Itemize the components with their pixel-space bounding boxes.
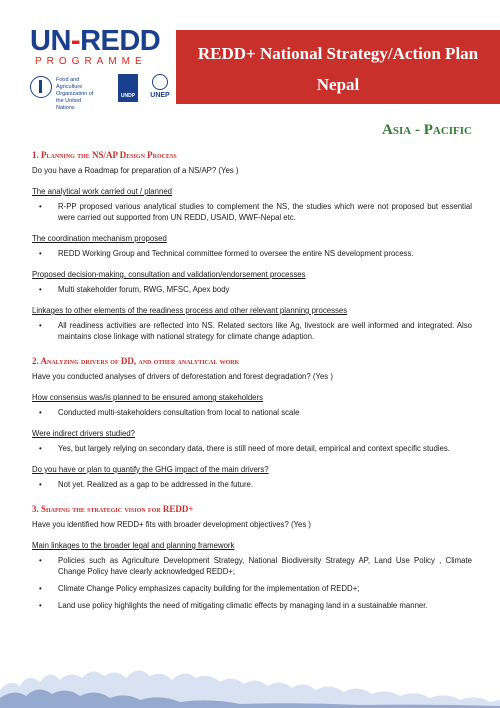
section-question: Have you conducted analyses of drivers of deforestation and forest degradation? (Yes ) <box>32 372 333 381</box>
section-question: Do you have a Roadmap for preparation of a NS/AP? (Yes ) <box>32 166 239 175</box>
logo-title-redd: REDD <box>80 25 161 57</box>
banner-country: Nepal <box>316 75 360 94</box>
unep-globe-icon <box>152 74 168 90</box>
unep-logo-icon <box>146 74 174 102</box>
subheading: Were indirect drivers studied? <box>32 429 135 438</box>
page-header <box>0 0 500 120</box>
forest-silhouette-icon <box>0 648 500 708</box>
subheading: The analytical work carried out / planned <box>32 187 172 196</box>
banner-title: REDD+ National Strategy/Action Plan <box>197 44 479 63</box>
logo-subtitle: PROGRAMME <box>35 56 147 67</box>
bullet-item: • Land use policy highlights the need of mitigating climatic effects by managing land in a sustainable manner. <box>32 600 472 611</box>
section-heading: 2. Analyzing drivers of DD, and other analytical work <box>32 356 240 366</box>
logo-title-un: UN <box>30 25 71 57</box>
logo-title <box>30 26 160 56</box>
bullet-item: • Yes, but largely relying on secondary data, there is still need of more detail, empirical and context specific studies. <box>32 443 472 454</box>
bullet-item: • R-PP proposed various analytical studies to complement the NS, the studies which were not proposed but essential were carried out supported from UN REDD, USAID, WWF-Nepal etc. <box>32 201 472 223</box>
undp-logo-icon <box>118 74 138 102</box>
fao-emblem-icon <box>30 76 52 98</box>
fao-name: Food and Agriculture Organization of the United Nations <box>56 77 94 111</box>
bullet-item: • All readiness activities are reflected into NS. Related sectors like Ag, livestock are well informed and integrated. Also maintains close linkage with national strategy for climate change adaption. <box>32 320 472 342</box>
title-banner <box>176 30 500 104</box>
section-question: Have you identified how REDD+ fits with broader development objectives? (Yes ) <box>32 520 312 529</box>
subheading: Linkages to other elements of the readiness process and other relevant planning processes <box>32 306 348 315</box>
region-label: Asia - Pacific <box>382 122 472 138</box>
bullet-item: • Conducted multi-stakeholders consultation from local to national scale <box>32 407 472 418</box>
bullet-item: • Not yet. Realized as a gap to be addressed in the future. <box>32 479 472 490</box>
subheading: Main linkages to the broader legal and planning framework <box>32 541 235 550</box>
undp-label: UNDP <box>120 93 136 99</box>
bullet-item: • Climate Change Policy emphasizes capacity building for the implementation of REDD+; <box>32 583 472 594</box>
unep-label: UNEP <box>150 92 170 99</box>
partner-logos <box>30 74 175 111</box>
bullet-item: • Multi stakeholder forum, RWG, MFSC, Apex body <box>32 284 472 295</box>
document-body <box>32 150 472 617</box>
subheading: The coordination mechanism proposed <box>32 234 167 243</box>
subheading: Do you have or plan to quantify the GHG impact of the main drivers? <box>32 465 269 474</box>
bullet-item: • REDD Working Group and Technical committee formed to oversee the entire NS development process. <box>32 248 472 259</box>
section-heading: 1. Planning the NS/AP Design Process <box>32 150 177 160</box>
bullet-item: • Policies such as Agriculture Development Strategy, National Biodiversity Strategy AP, Land Use Policy , Climate Change Policy have clearly acknowledged REDD+; <box>32 555 472 577</box>
subheading: How consensus was/is planned to be ensured among stakeholders <box>32 393 264 402</box>
subheading: Proposed decision-making, consultation and validation/endorsement processes <box>32 270 306 279</box>
logo-title-dash: - <box>70 25 81 57</box>
section-heading: 3. Shaping the strategic vision for REDD+ <box>32 504 194 514</box>
un-redd-logo <box>30 25 175 111</box>
